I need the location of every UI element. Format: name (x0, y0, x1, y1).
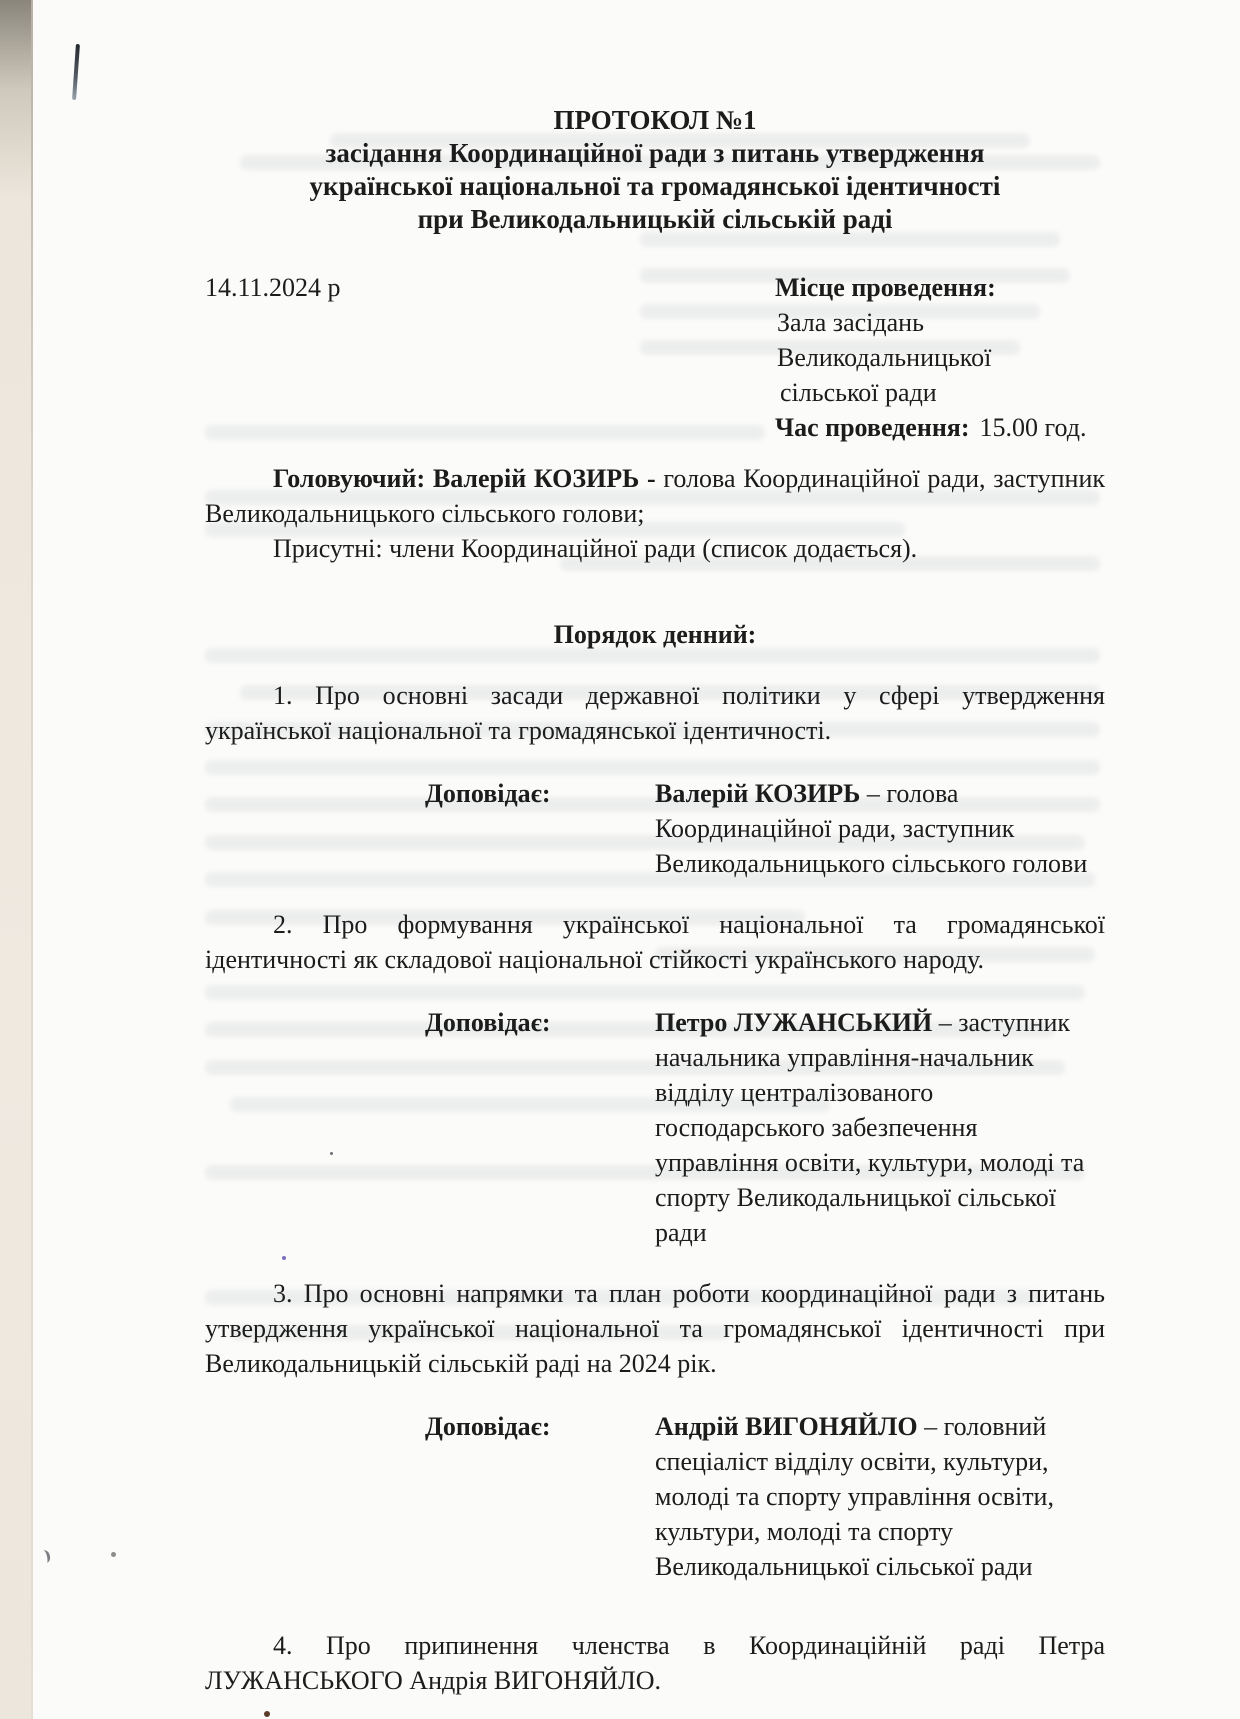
venue-label: Місце проведення: (775, 273, 996, 302)
meta-row (205, 270, 1105, 445)
speaker-label-2: Доповідає: (425, 1008, 551, 1037)
speaker-text-3 (655, 1409, 1105, 1584)
speaker-desc-1: – голова Координаційної ради, заступник Великодальницького сільського голови (655, 779, 1088, 878)
venue-block (775, 270, 1105, 445)
speaker-desc-3: – головний спеціаліст відділу освіти, культури, молоді та спорту управління освіти, культури, молоді та спорту Великодальницької сільської ради (655, 1412, 1054, 1581)
time-label: Час проведення: (775, 413, 970, 442)
title-line-1: ПРОТОКОЛ №1 (553, 105, 757, 135)
venue-line-2: Великодальницької (777, 343, 992, 372)
document-date: 14.11.2024 р (205, 273, 341, 302)
document-title (205, 104, 1105, 236)
agenda-item-2: 2. Про формування української національної та громадянської ідентичності як складової національної стійкості українського народу. (205, 910, 1105, 974)
ink-speck (264, 1711, 270, 1717)
attendees-paragraph: Присутні: члени Координаційної ради (список додається). (273, 534, 918, 563)
time-line (775, 410, 1105, 445)
speaker-block-2 (205, 1005, 1105, 1250)
venue-line-3: сільської ради (780, 378, 937, 407)
speaker-desc-2: – заступник начальника управління-начальник відділу централізованого господарського забезпечення управління освіти, культури, молоді та спорту Великодальницької сільської ради (655, 1008, 1085, 1247)
speaker-text-2 (655, 1005, 1105, 1250)
title-line-2: засідання Координаційної ради з питань утвердження (325, 138, 985, 168)
chairman-rest: голова Координаційної ради, заступник Великодальницького сільського голови; (205, 464, 1105, 528)
agenda-item-1: 1. Про основні засади державної політики у сфері утвердження української національної та громадянської ідентичності. (205, 681, 1105, 745)
venue-line-1: Зала засідань (777, 308, 924, 337)
speaker-label-3: Доповідає: (425, 1412, 551, 1441)
title-line-4: при Великодальницькій сільській раді (417, 204, 893, 234)
time-value: 15.00 год. (979, 413, 1087, 442)
speaker-name-1: Валерій КОЗИРЬ (655, 779, 861, 808)
chairman-bold: Головуючий: Валерій КОЗИРЬ - (273, 464, 656, 493)
agenda-heading: Порядок денний: (553, 620, 757, 649)
speaker-label-1: Доповідає: (425, 779, 551, 808)
agenda-item-3: 3. Про основні напрямки та план роботи координаційної ради з питань утвердження української національної та громадянської ідентичності при Великодальницькій сільській раді на 2024 рік. (205, 1279, 1105, 1378)
speaker-text-1 (655, 776, 1105, 881)
spacer (205, 1409, 425, 1584)
speaker-name-3: Андрій ВИГОНЯЙЛО (655, 1412, 918, 1441)
spacer (205, 776, 425, 881)
speaker-block-1 (205, 776, 1105, 881)
agenda-item-4: 4. Про припинення членства в Координаційній раді Петра ЛУЖАНСЬКОГО Андрія ВИГОНЯЙЛО. (205, 1631, 1105, 1695)
title-line-3: української національної та громадянської ідентичності (309, 171, 1001, 201)
chairman-paragraph (205, 461, 1105, 531)
speaker-name-2: Петро ЛУЖАНСЬКИЙ (655, 1008, 933, 1037)
speaker-block-3 (205, 1409, 1105, 1584)
spacer (205, 1005, 425, 1250)
